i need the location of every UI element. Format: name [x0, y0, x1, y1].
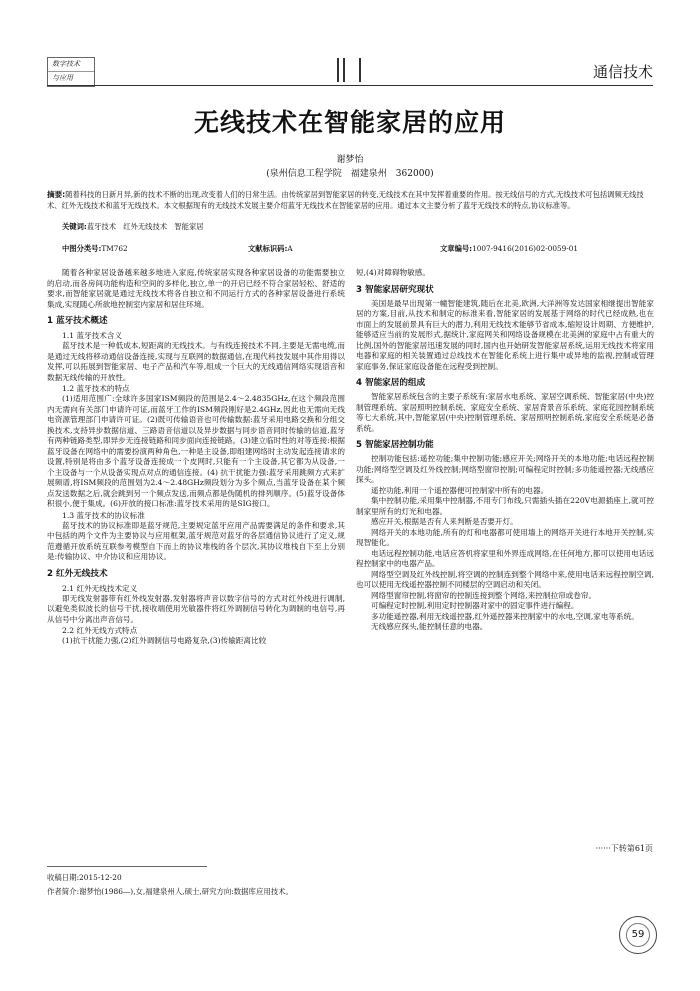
badge-top-text: 数字技术 [48, 58, 94, 72]
abstract-label: 摘要: [47, 190, 66, 199]
paragraph: 多功能遥控器,利用无线遥控器,红外遥控器来控制家中的水电,空调,家电等系统。 [371, 611, 639, 621]
paragraph: 网络型窗帘控制,将窗帘的控制连接到整个网络,来控制拉帘或卷帘。 [371, 590, 597, 600]
paragraph: 即无线发射器带有红外线发射器,发射器将声音以数字信号的方式对红外线进行调制,以避免类似波长的信号干扰,接收端使用光敏器件将红外调制信号转化为调制的电信号,再从信号中分离出声音信号。 [47, 593, 345, 624]
header-rule [47, 85, 653, 86]
subsection-heading: 2.1 红外无线技术定义 [62, 583, 138, 593]
paragraph: 蓝牙技术是一种低成本,短距离的无线技术。与有线连接技术不同,主要是无需电缆,而是通过无线将移动通信设备连接,实现与互联网的数据通信,在现代科技发展中其作用得以发挥,可以拓展到智能家居、电子产品和汽车等,组成一个巨大的无线通信网络实现语音和数据无线传输的开放性。 [47, 341, 345, 382]
paragraph: 集中控制功能,采用集中控制器,不用专门布线,只需插头插在220V电源插座上,就可控制家里所有的灯光和电器。 [356, 496, 654, 516]
continued-note: ······下转第61页 [595, 844, 653, 853]
paragraph: 美国是最早出现第一幢智能建筑,随后在北美,欧洲,大洋洲等发达国家相继提出智能家居的方案,目前,从技术和制定的标准来看,智能家居的发展基于网络的时代已经成熟,也在市面上的发展前景具有巨大的潜力,利用无线技术能够节省成本,缩短设计周期、方便维护,能够适应当前的发展形式,据统计,家庭网关和网络设备规模在北美洲的家庭中占有重大的比例,国外的智能家居迅速发展的同时,国内也开始研发智能家居系统,运用无线技术将家用电器和家庭的相关装置通过总线技术在智能化系统上进行集中或异地的监视,控制或管理家庭事务,保证家庭设备能在远程受到控制。 [356, 298, 654, 371]
document-code: 文献标识码:A [248, 244, 293, 253]
section-heading: 4 智能家居的组成 [356, 378, 426, 388]
page-number: 59 [626, 923, 650, 947]
keywords [62, 222, 204, 232]
section-heading: 3 智能家居研究现状 [356, 284, 434, 295]
intro-paragraph: 随着各种家居设备越来越多地进入家庭,传统家居实现各种家居设备的功能需要独立的启动,而各房间功能构造和空间的多样化,独立,单一的开启已经不符合家居轻松、舒适的要求,而智能家居就是通过无线技术将各自独立和不同运行方式的各种家居设备进行系统集成,实现随心所欲地控制室内家居和居住环境。 [47, 268, 345, 309]
keywords-label: 关键词: [62, 222, 87, 231]
paragraph: 电话远程控制功能,电话应答机将家里和外界连成网络,在任何地方,都可以使用电话远程控制家中的电器产品。 [356, 548, 654, 568]
abstract [47, 190, 653, 211]
author-affiliation: (泉州信息工程学院 福建泉州 362000) [266, 169, 434, 179]
subsection-heading: 1.3 蓝牙技术的协议标准 [62, 510, 145, 520]
subsection-heading: 1.1 蓝牙技术含义 [62, 331, 123, 340]
paragraph: 网络开关的本地功能,所有的灯和电器都可使用墙上的网络开关进行本地开关控制,实现智能化。 [356, 527, 654, 547]
page-number-badge [619, 916, 657, 954]
paragraph: 感应开关,根据是否有人来判断是否要开灯。 [371, 517, 518, 526]
section-heading: 2 红外无线技术 [47, 568, 108, 579]
received-date: 收稿日期:2015-12-20 [47, 873, 122, 882]
author-bio: 作者简介:谢梦怡(1986—),女,福建泉州人,硕士,研究方向:数据库应用技术。 [47, 887, 293, 896]
section-heading: 1 蓝牙技术概述 [47, 316, 108, 326]
article-number: 文章编号:1007-9416(2016)02-0059-01 [440, 244, 579, 253]
paragraph: 无线感应探头,能控制任意的电器。 [371, 622, 488, 631]
author-name: 谢梦怡 [336, 155, 364, 165]
paragraph: 蓝牙技术的协议标准即是蓝牙规范,主要规定蓝牙应用产品需要满足的条件和要求,其中包括的两个文件为主要协议与应用框架,蓝牙规范对蓝牙的各层通信协议进行了定义,规范遵循开放系统互联参考模型自下而上的协议堆栈的各个层次,其协议堆栈自下至上分别是:传输协议、中介协议和应用协议。 [47, 520, 345, 561]
badge-bottom-text: 与应用 [52, 74, 73, 82]
right-column [356, 268, 654, 633]
keywords-text: 蓝牙技术 红外无线技术 智能家居 [86, 222, 204, 231]
paragraph: 可编程定时控制,利用定时控制器对家中的固定事件进行编程。 [371, 601, 579, 610]
clc-number: 中图分类号:TM762 [62, 244, 128, 253]
paragraph: 短,(4)对障碍物敏感。 [356, 268, 430, 277]
paragraph: (1)适用范围广:全球许多国家ISM频段的范围是2.4～2.4835GHz,在这个频段范围内无需向有关部门申请许可证,而蓝牙工作的ISM频段刚好是2.4GHz,因此也无需向无线电资源管理部门申请许可证。(2)既可传输语音也可传输数据:蓝牙采用电路交换和分组交换技术,支持异步数据信道、三路语音信道以及异步数据与同步语音同时传输的信道,蓝牙有两种链路类型,即异步无连接链路和同步面向连接链路。(3)建立临时性的对等连接:根据蓝牙设备在网络中的需要扮演两种角色,一种是主设备,即组建网络时主动发起连接请求的设置,特别是将由多个蓝牙设备连接成一个皮网时,只能有一个主设备,其它都为从设备,一个主设备与一个从设备实现点对点的通信连接。(4) 抗干扰能力强:蓝牙采用跳频方式来扩展频谱,将ISM频段的范围划为2.4～2.48GHz频段划分为多个频点,当蓝牙设备在某个频点发送数据之后,就会跳到另一个频点发送,而频点都是伪随机的排列顺序。(5)蓝牙设备体积很小,便于集成。(6)开放的接口标准:蓝牙技术采用的是SIG接口。 [47, 394, 345, 508]
paragraph: 遥控功能,利用一个遥控器便可控制家中所有的电器。 [371, 485, 549, 495]
article-title: 无线技术在智能家居的应用 [193, 108, 506, 137]
footnote-rule [47, 866, 207, 867]
paragraph: (1)抗干扰能力强,(2)红外调制信号电路复杂,(3)传输距离比较 [62, 636, 267, 645]
abstract-text: 随着科技的日新月异,新的技术不断的出现,改变着人们的日常生活。由传统家居到智能家居的转变,无线技术在其中发挥着重要的作用。按无线信号的方式,无线技术可包括调频无线技术、红外无线技术和蓝牙无线技术。本文根据现有的无线技术发展主要介绍蓝牙无线技术在智能家居的应用。通过本文主要分析了蓝牙无线技术的特点,协议标准等。 [47, 190, 644, 210]
paragraph: 智能家居系统包含的主要子系统有:家居水电系统、家居空调系统、智能家居(中央)控制管理系统、家居照明控制系统、家庭安全系统、家居背景音乐系统、家庭花园控制系统等七大系统,其中,智能家居(中央)控制管理系统、家居照明控制系统,家庭安全系统是必备系统。 [356, 392, 654, 433]
column-name: 通信技术 [592, 63, 653, 81]
left-column [47, 268, 345, 647]
subsection-heading: 2.2 红外无线方式特点 [62, 626, 138, 635]
journal-badge [47, 57, 95, 87]
paragraph: 网络型空调及红外线控制,将空调的控制连到整个网络中来,使用电话来远程控制空调,也可以使用无线遥控器控制不同楼层的空调启动和关闭。 [356, 569, 654, 589]
subsection-heading: 1.2 蓝牙技术的特点 [62, 384, 130, 393]
section-heading: 5 智能家居控制功能 [356, 440, 434, 450]
paragraph: 控制功能包括:遥控功能;集中控制功能;感应开关;网络开关的本地功能;电话远程控制功能;网络型空调及红外线控制;网络型窗帘控制;可编程定时控制;多功能遥控器;无线感应探头。 [356, 454, 654, 484]
